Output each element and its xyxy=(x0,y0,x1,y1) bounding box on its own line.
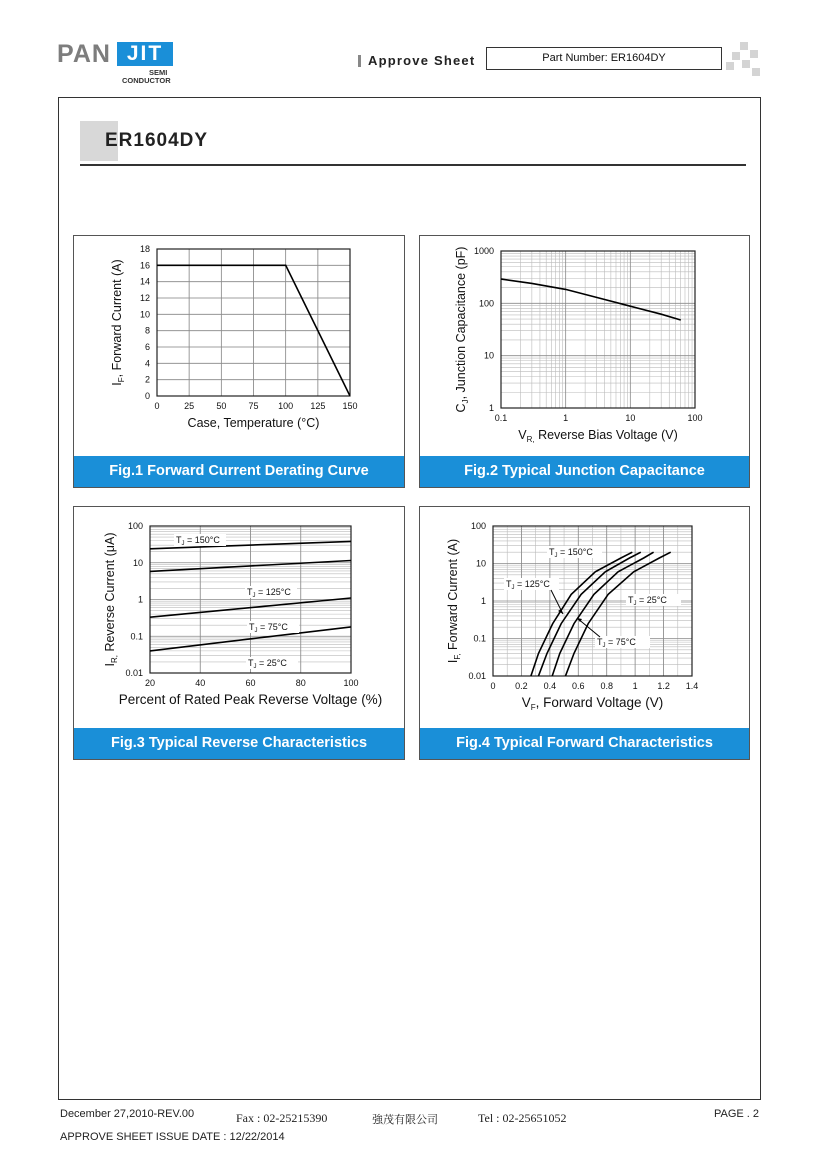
x-tick-label: 0.1 xyxy=(494,413,508,423)
fig3-panel xyxy=(73,506,405,760)
y-axis-label: $I_{R,}$ Reverse Current (μA) xyxy=(103,532,119,667)
x-tick-label: 1.4 xyxy=(685,681,699,691)
x-tick-label: 20 xyxy=(144,678,156,688)
fig4-panel xyxy=(419,506,750,760)
y-tick-label: 6 xyxy=(144,342,150,352)
x-tick-label: 25 xyxy=(184,401,195,411)
fig4-caption: Fig.4 Typical Forward Characteristics xyxy=(420,728,749,759)
y-tick-label: 8 xyxy=(144,325,150,336)
x-axis-label: Percent of Rated Peak Reverse Voltage (%) xyxy=(118,692,383,707)
x-tick-label: 125 xyxy=(310,401,326,411)
series-label: $T_J = 75^\circ C$ xyxy=(597,637,636,649)
logo-pan-text: PAN xyxy=(57,40,111,68)
fig1-panel xyxy=(73,235,405,488)
fig2-chart xyxy=(420,236,751,458)
pixel-decoration xyxy=(726,42,762,78)
part-number-box: Part Number: ER1604DY xyxy=(486,47,722,70)
x-tick-label: 0.2 xyxy=(515,681,528,691)
x-tick-label: 80 xyxy=(295,678,306,688)
series-label: $T_J = 75^\circ C$ xyxy=(249,622,288,634)
y-tick-label: 0.01 xyxy=(468,671,486,681)
y-tick-label: 0 xyxy=(144,391,150,401)
page-title: ER1604DY xyxy=(105,130,209,151)
x-tick-label: 0.6 xyxy=(572,681,585,691)
fig3-chart xyxy=(74,507,406,730)
fig1-caption: Fig.1 Forward Current Derating Curve xyxy=(74,456,404,487)
y-tick-label: 100 xyxy=(470,521,486,531)
y-tick-label: 18 xyxy=(139,244,150,254)
series-label: $T_J = 25^\circ C$ xyxy=(628,595,667,607)
x-tick-label: 100 xyxy=(343,678,359,688)
series-label: $T_J = 125^\circ C$ xyxy=(247,587,291,599)
logo-conductor-text: CONDUCTOR xyxy=(122,76,171,85)
panjit-logo xyxy=(57,40,187,86)
logo-jit-text: JIT xyxy=(117,42,173,66)
x-tick-label: 100 xyxy=(278,401,294,411)
footer-fax: Fax : 02-25215390 xyxy=(236,1111,328,1125)
x-tick-label: 1 xyxy=(563,413,569,423)
y-axis-label: $C_J$, Junction Capacitance (pF) xyxy=(454,246,470,413)
x-axis-label: $V_F$, Forward Voltage (V) xyxy=(521,695,664,712)
y-axis-label: $I_F$, Forward Current (A) xyxy=(110,259,126,386)
y-tick-label: 16 xyxy=(139,260,150,271)
series-label: $T_J = 25^\circ C$ xyxy=(248,658,287,670)
y-axis-label: $I_{F,}$ Forward Current (A) xyxy=(446,538,462,664)
y-tick-label: 10 xyxy=(139,309,150,320)
y-tick-label: 10 xyxy=(475,558,486,569)
series-label: $T_J = 150^\circ C$ xyxy=(176,535,220,547)
fig2-panel xyxy=(419,235,750,488)
x-axis-label: $V_{R,}$ Reverse Bias Voltage (V) xyxy=(518,428,678,444)
fig4-chart xyxy=(420,507,751,730)
y-tick-label: 100 xyxy=(478,298,494,309)
x-tick-label: 75 xyxy=(248,401,259,411)
x-tick-label: 40 xyxy=(195,678,206,688)
y-tick-label: 0.01 xyxy=(125,668,143,678)
approve-sheet-label: Approve Sheet xyxy=(368,53,476,68)
x-tick-label: 60 xyxy=(245,678,256,688)
fig1-chart xyxy=(74,236,406,458)
footer-issue-date: APPROVE SHEET ISSUE DATE : 12/22/2014 xyxy=(60,1131,285,1143)
y-tick-label: 100 xyxy=(127,521,143,531)
series-line xyxy=(501,279,681,320)
x-tick-label: 0 xyxy=(154,401,160,411)
y-tick-label: 0.1 xyxy=(130,631,143,642)
y-tick-label: 14 xyxy=(139,276,150,287)
footer-company: 強茂有限公司 xyxy=(372,1114,438,1126)
y-tick-label: 1000 xyxy=(473,246,494,256)
x-axis-label: Case, Temperature (°C) xyxy=(187,416,320,430)
x-tick-label: 0 xyxy=(490,681,496,691)
y-tick-label: 0.1 xyxy=(473,633,486,644)
x-tick-label: 50 xyxy=(216,401,227,411)
footer-date-rev: December 27,2010-REV.00 xyxy=(60,1108,195,1120)
y-tick-label: 10 xyxy=(483,350,494,361)
title-rule xyxy=(80,164,746,166)
x-tick-label: 1 xyxy=(632,681,638,691)
y-tick-label: 2 xyxy=(144,374,150,385)
fig2-caption: Fig.2 Typical Junction Capacitance xyxy=(420,456,749,487)
series-line xyxy=(561,552,671,687)
approve-marker xyxy=(358,55,361,67)
y-tick-label: 1 xyxy=(488,403,494,413)
fig3-caption: Fig.3 Typical Reverse Characteristics xyxy=(74,728,404,759)
x-tick-label: 0.4 xyxy=(543,681,557,691)
footer-page: PAGE . 2 xyxy=(714,1108,760,1120)
y-tick-label: 12 xyxy=(139,293,150,303)
x-tick-label: 100 xyxy=(687,413,703,423)
x-tick-label: 10 xyxy=(625,413,636,423)
x-tick-label: 150 xyxy=(342,401,358,411)
x-tick-label: 1.2 xyxy=(657,681,670,691)
plot-area xyxy=(501,251,695,408)
series-label: $T_J = 125^\circ C$ xyxy=(506,579,550,591)
x-tick-label: 0.8 xyxy=(600,681,613,691)
logo-semi-text: SEMI xyxy=(149,68,168,77)
y-tick-label: 4 xyxy=(144,358,150,369)
series-label: $T_J = 150^\circ C$ xyxy=(549,547,593,559)
y-tick-label: 1 xyxy=(137,594,143,605)
footer-tel: Tel : 02-25651052 xyxy=(478,1111,567,1125)
y-tick-label: 1 xyxy=(480,596,486,606)
y-tick-label: 10 xyxy=(132,557,143,568)
